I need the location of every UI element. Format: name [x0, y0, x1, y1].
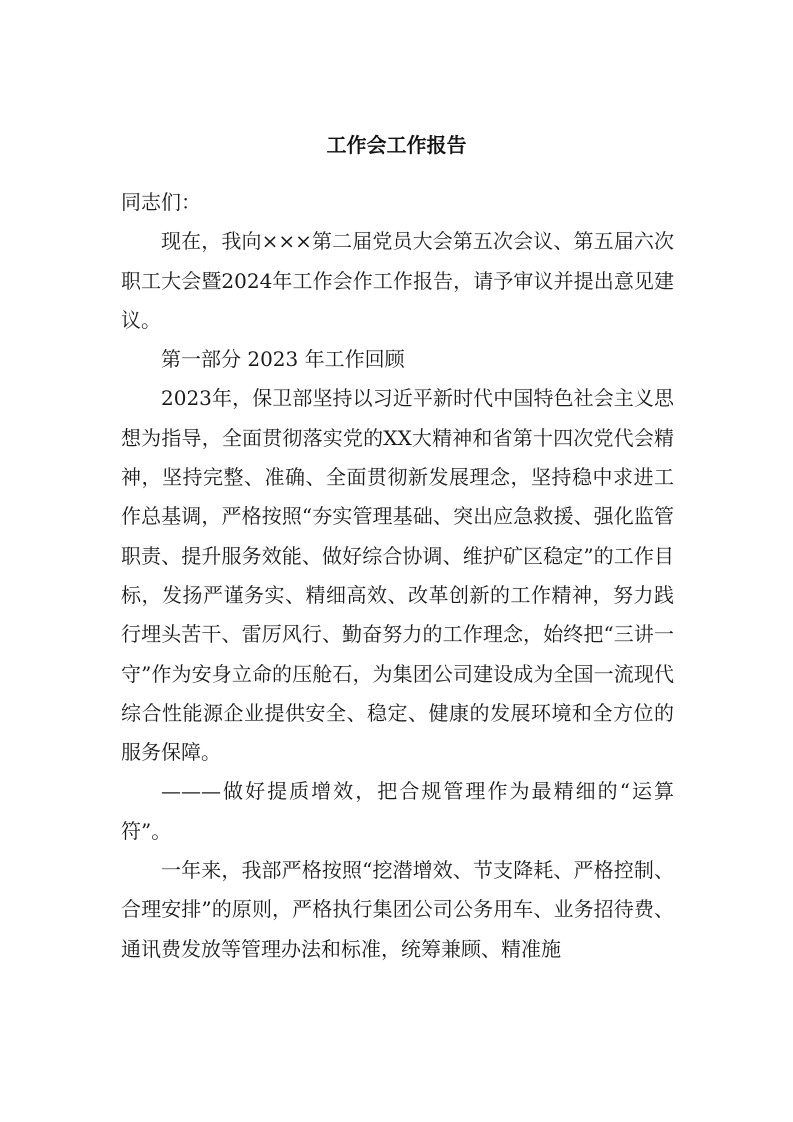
paragraph-intro: 现在，我向×××第二届党员大会第五次会议、第五届六次职工大会暨2024年工作会作工作报告，请予审议并提出意见建议。 [121, 229, 674, 332]
paragraph-cost-control: 一年来，我部严格按照“挖潜增效、节支降耗、严格控制、合理安排”的原则，严格执行集团公司公务用车、业务招待费、通讯费发放等管理办法和标准，统筹兼顾、精准施 [121, 858, 674, 961]
document-title: 工作会工作报告 [326, 133, 467, 157]
salutation: 同志们： [121, 190, 201, 214]
paragraph-review: 2023年，保卫部坚持以习近平新时代中国特色社会主义思想为指导，全面贯彻落实党的XX大精神和省第十四次党代会精神，坚持完整、准确、全面贯彻新发展理念，坚持稳中求进工作总基调，严格按照“夯实管理基础、突出应急救援、强化监管职责、提升服务效能、做好综合协调、维护矿区稳定”的工作目标，发扬严谨务实、精细高效、改革创新的工作精神，努力践行埋头苦干、雷厉风行、勤奋努力的工作理念，始终把“三讲一守”作为安身立命的压舱石，为集团公司建设成为全国一流现代综合性能源企业提供安全、稳定、健康的发展环境和全方位的服务保障。 [121, 386, 674, 765]
section-heading: 第一部分 2023 年工作回顾 [161, 347, 405, 372]
document-body [121, 183, 674, 969]
subsection-heading: ———做好提质增效，把合规管理作为最精细的“运算符”。 [121, 779, 674, 843]
